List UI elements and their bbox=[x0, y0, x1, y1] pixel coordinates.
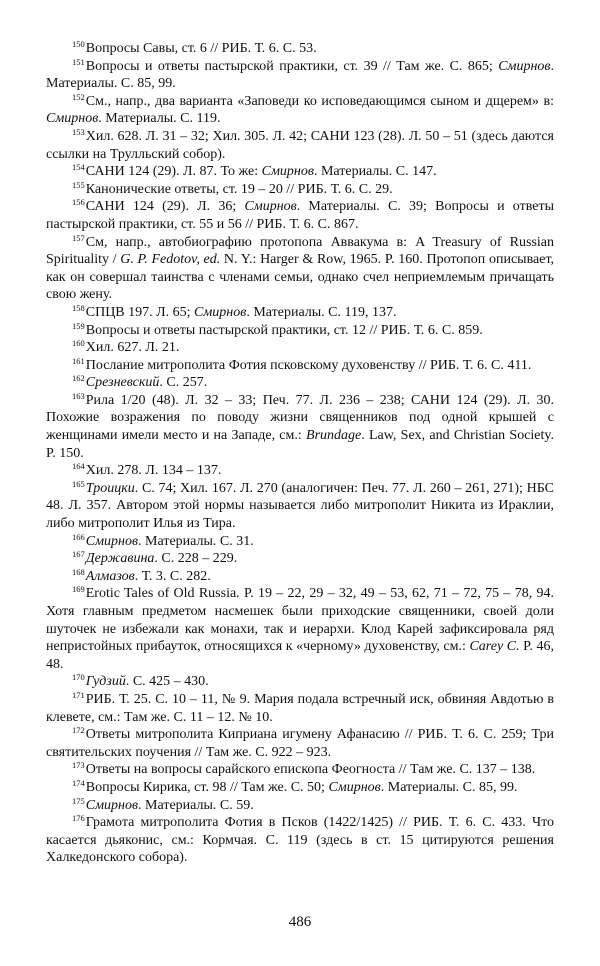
endnote-text: Грамота митрополита Фотия в Псков (1422/1425) // РИБ. Т. 6. С. 433. Что касается дьяконис, см.: Кормчая. С. 119 (здесь в ст. 15 цитируются решения Халкедонского собора). bbox=[46, 815, 554, 866]
endnote-number: 164 bbox=[72, 461, 85, 472]
endnote-text: См, напр., автобиографию протопопа Аввакума в: A Treasury of Russian Spirituality / bbox=[46, 234, 554, 268]
endnote-number: 171 bbox=[72, 689, 85, 700]
endnote-author-italic: Смирнов bbox=[498, 58, 551, 74]
endnote-text: . Материалы. С. 147. bbox=[313, 164, 437, 180]
endnote-170 bbox=[46, 673, 554, 691]
endnote-number: 160 bbox=[72, 338, 85, 349]
endnote-text: Ответы на вопросы сарайского епископа Феогноста // Там же. С. 137 – 138. bbox=[85, 762, 536, 778]
endnote-150 bbox=[46, 40, 554, 58]
endnote-text: Хил. 627. Л. 21. bbox=[85, 340, 180, 356]
endnote-number: 163 bbox=[72, 390, 85, 401]
endnote-number: 159 bbox=[72, 320, 85, 331]
endnote-152 bbox=[46, 93, 554, 128]
endnote-text: Хил. 278. Л. 134 – 137. bbox=[85, 463, 222, 479]
endnote-text: . С. 228 – 229. bbox=[154, 551, 238, 567]
endnote-number: 173 bbox=[72, 760, 85, 771]
endnote-author-italic: Carey C. bbox=[469, 639, 520, 655]
endnote-163 bbox=[46, 392, 554, 462]
endnote-160 bbox=[46, 339, 554, 357]
endnote-text: . Т. 3. С. 282. bbox=[134, 568, 211, 584]
endnote-text: РИБ. Т. 25. С. 10 – 11, № 9. Мария подала встречный иск, обвиняя Авдотью в клевете, см.: Там же. С. 11 – 12. № 10. bbox=[46, 691, 554, 725]
endnote-number: 161 bbox=[72, 355, 85, 366]
endnote-author-italic: Гудзий bbox=[85, 674, 126, 690]
endnote-author-italic: Державина bbox=[85, 551, 155, 567]
endnote-author-italic: G. P. Fedotov, ed. bbox=[120, 252, 221, 268]
endnote-text: Ответы митрополита Киприана игумену Афанасию // РИБ. Т. 6. С. 259; Три святительских поучения // Там же. С. 922 – 923. bbox=[46, 727, 554, 760]
endnote-175 bbox=[46, 797, 554, 815]
endnote-176 bbox=[46, 814, 554, 867]
page-number: 486 bbox=[288, 914, 312, 930]
endnotes-list bbox=[46, 40, 554, 867]
endnote-author-italic: Смирнов bbox=[46, 111, 99, 127]
endnote-text: См., напр., два варианта «Заповеди ко исповедающимся сыном и дщерем» в: bbox=[85, 93, 554, 109]
endnote-number: 155 bbox=[72, 179, 85, 190]
endnote-text: СПЦВ 197. Л. 65; bbox=[85, 304, 195, 320]
endnote-text: . Law, Sex, and Christian Society. P. 150. bbox=[46, 428, 554, 461]
endnote-157 bbox=[46, 234, 554, 304]
endnote-author-italic: Алмазов bbox=[85, 568, 135, 584]
endnote-author-italic: Срезневский bbox=[85, 375, 160, 391]
endnote-text: . Материалы. С. 119. bbox=[98, 111, 221, 127]
endnote-166 bbox=[46, 533, 554, 551]
endnote-number: 157 bbox=[72, 232, 85, 243]
endnote-text: Послание митрополита Фотия псковскому духовенству // РИБ. Т. 6. С. 411. bbox=[85, 357, 532, 373]
endnote-text: . Материалы. С. 31. bbox=[138, 533, 254, 549]
endnote-text: Erotic Tales of Old Russia. P. 19 – 22, 29 – 32, 49 – 53, 62, 71 – 72, 75 – 78, 94. Хотя главным предметом насмешек были приходские священники, своей доли шуточек не избежали как монахи, так и иерархи. Клод Карей зафиксировала ряд непристойных прибауток, относящихся к «черному» духовенству, см.: bbox=[46, 586, 554, 655]
endnote-number: 166 bbox=[72, 531, 85, 542]
endnote-number: 158 bbox=[72, 302, 85, 313]
endnote-text: . Материалы. С. 85, 99. bbox=[46, 58, 554, 92]
endnote-164 bbox=[46, 462, 554, 480]
endnote-text: Хил. 628. Л. 31 – 32; Хил. 305. Л. 42; САНИ 123 (28). Л. 50 – 51 (здесь даются ссылки на Трулльский собор). bbox=[46, 128, 554, 162]
endnote-text: . Материалы. С. 119, 137. bbox=[246, 304, 397, 320]
endnote-number: 151 bbox=[72, 56, 85, 67]
endnote-number: 176 bbox=[72, 813, 85, 824]
endnote-text: . Материалы. С. 39; Вопросы и ответы пастырской практики, ст. 55 и 56 // РИБ. Т. 6. С. 867. bbox=[46, 199, 554, 232]
endnote-162 bbox=[46, 374, 554, 392]
endnote-text: . С. 257. bbox=[159, 375, 208, 391]
endnote-author-italic: Смирнов bbox=[244, 199, 297, 215]
endnote-text: . Материалы. С. 85, 99. bbox=[380, 779, 518, 795]
endnote-text: P. 46, 48. bbox=[46, 639, 554, 672]
endnote-author-italic: Троицки bbox=[85, 480, 135, 496]
endnote-author-italic: Смирнов bbox=[194, 304, 247, 320]
endnote-number: 150 bbox=[72, 39, 85, 49]
endnote-number: 174 bbox=[72, 777, 85, 788]
endnote-151 bbox=[46, 58, 554, 93]
endnote-155 bbox=[46, 181, 554, 199]
endnote-153 bbox=[46, 128, 554, 163]
endnote-text: N. Y.: Harger & Row, 1965. P. 160. Протопоп описывает, как он совершал таинства с членами семьи, однако счел неприемлемым причащать свою жену. bbox=[46, 252, 555, 303]
endnote-text: . Материалы. С. 59. bbox=[138, 797, 254, 813]
endnote-author-italic: Смирнов bbox=[328, 779, 381, 795]
endnote-text: Канонические ответы, ст. 19 – 20 // РИБ. Т. 6. С. 29. bbox=[85, 181, 393, 197]
endnote-number: 153 bbox=[72, 126, 85, 137]
endnote-159 bbox=[46, 322, 554, 340]
endnote-author-italic: Смирнов bbox=[85, 797, 139, 813]
endnote-169 bbox=[46, 585, 554, 673]
endnote-167 bbox=[46, 550, 554, 568]
endnote-number: 175 bbox=[72, 795, 85, 806]
endnote-172 bbox=[46, 726, 554, 761]
endnote-text: . С. 74; Хил. 167. Л. 270 (аналогичен: Печ. 77. Л. 260 – 261, 271); НБС 48. Л. 357. Автором этой нормы называется либо митрополит Никита из Ираклии, либо митрополит Илья из Тира. bbox=[46, 480, 554, 532]
endnote-161 bbox=[46, 357, 554, 375]
endnote-text: САНИ 124 (29). Л. 36; bbox=[85, 199, 245, 215]
endnote-text: Вопросы Савы, ст. 6 // РИБ. Т. 6. С. 53. bbox=[85, 41, 317, 56]
endnote-number: 162 bbox=[72, 373, 85, 384]
endnote-168 bbox=[46, 568, 554, 586]
endnote-171 bbox=[46, 691, 554, 726]
endnote-158 bbox=[46, 304, 554, 322]
endnote-number: 165 bbox=[72, 478, 85, 489]
endnote-text: Вопросы и ответы пастырской практики, ст. 12 // РИБ. Т. 6. С. 859. bbox=[85, 322, 483, 338]
endnote-number: 172 bbox=[72, 725, 85, 736]
endnote-173 bbox=[46, 761, 554, 779]
endnote-author-italic: Смирнов bbox=[85, 533, 139, 549]
endnote-text: САНИ 124 (29). Л. 87. То же: bbox=[85, 164, 262, 180]
endnote-number: 156 bbox=[72, 197, 85, 208]
endnote-number: 169 bbox=[72, 584, 85, 595]
endnote-154 bbox=[46, 163, 554, 181]
endnote-text: . С. 425 – 430. bbox=[125, 674, 209, 690]
endnote-156 bbox=[46, 198, 554, 233]
endnote-author-italic: Смирнов bbox=[261, 164, 314, 180]
endnote-174 bbox=[46, 779, 554, 797]
endnote-number: 167 bbox=[72, 549, 85, 560]
endnote-number: 170 bbox=[72, 672, 85, 683]
endnote-number: 154 bbox=[72, 162, 85, 173]
endnote-number: 168 bbox=[72, 566, 85, 577]
endnote-text: Вопросы Кирика, ст. 98 // Там же. С. 50; bbox=[85, 779, 329, 795]
endnote-text: Рила 1/20 (48). Л. 32 – 33; Печ. 77. Л. 236 – 238; САНИ 124 (29). Л. 30. Похожие возражения по поводу жизни священников под одной крышей с женщинами имели место и на Западе, см.: bbox=[46, 392, 554, 444]
endnote-165 bbox=[46, 480, 554, 533]
endnote-text: Вопросы и ответы пастырской практики, ст. 39 // Там же. С. 865; bbox=[85, 58, 499, 74]
endnote-number: 152 bbox=[72, 91, 85, 102]
endnote-author-italic: Brundage bbox=[306, 428, 362, 444]
